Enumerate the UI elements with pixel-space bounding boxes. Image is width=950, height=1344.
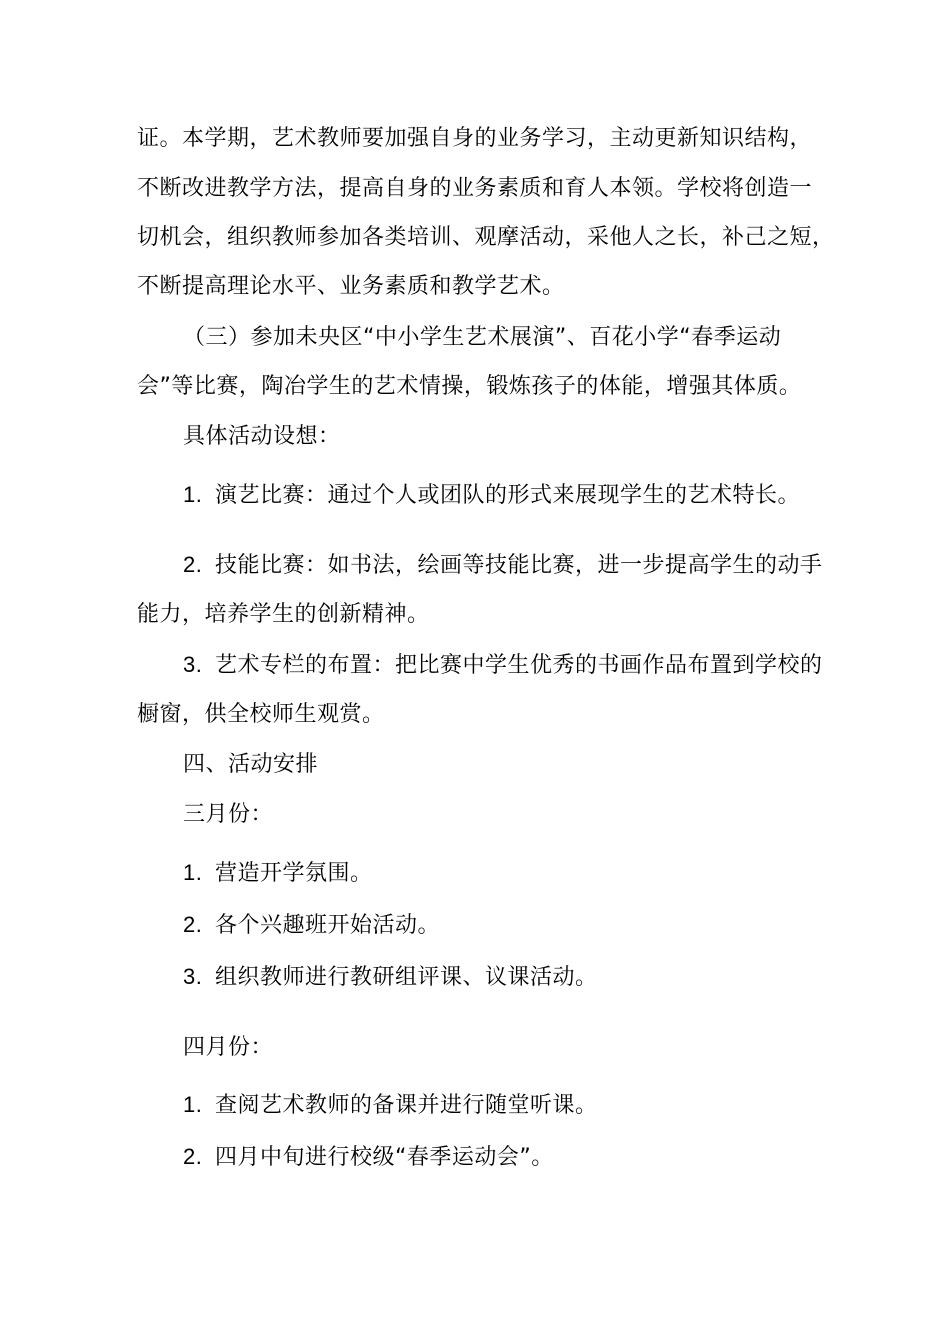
list-item-continuation: 橱窗，供全校师生观赏。	[137, 702, 385, 727]
list-item	[183, 1090, 598, 1121]
paragraph-line: 切机会，组织教师参加各类培训、观摩活动，采他人之长，补己之短，	[137, 225, 835, 250]
activities-heading: 具体活动设想：	[183, 424, 341, 449]
list-number: 3.	[183, 652, 203, 677]
paragraph-line: 证。本学期，艺术教师要加强自身的业务学习，主动更新知识结构，	[137, 126, 813, 151]
list-item-continuation: 能力，培养学生的创新精神。	[137, 602, 430, 627]
list-item-text: 演艺比赛：通过个人或团队的形式来展现学生的艺术特长。	[215, 483, 801, 508]
list-number: 2.	[183, 1144, 203, 1169]
list-item	[183, 962, 598, 993]
month-heading: 四月份：	[183, 1035, 274, 1060]
list-item-text: 营造开学氛围。	[215, 861, 373, 886]
list-item	[183, 650, 823, 681]
list-number: 1.	[183, 860, 203, 885]
list-number: 2.	[183, 912, 203, 937]
list-item	[183, 550, 823, 581]
paragraph-line: （三）参加未央区“中小学生艺术展演”、百花小学“春季运动	[183, 325, 782, 350]
list-item	[183, 1142, 554, 1173]
list-item-text: 组织教师进行教研组评课、议课活动。	[215, 965, 598, 990]
list-number: 1.	[183, 482, 203, 507]
paragraph-line: 不断改进教学方法，提高自身的业务素质和育人本领。学校将创造一	[137, 176, 813, 201]
list-item	[183, 480, 800, 511]
list-item	[183, 858, 373, 889]
month-heading: 三月份：	[183, 802, 274, 827]
list-item-text: 艺术专栏的布置：把比赛中学生优秀的书画作品布置到学校的	[215, 653, 823, 678]
list-item-text: 各个兴趣班开始活动。	[215, 913, 441, 938]
list-number: 2.	[183, 552, 203, 577]
list-item-text: 四月中旬进行校级“春季运动会”。	[215, 1145, 554, 1170]
list-item-text: 技能比赛：如书法，绘画等技能比赛，进一步提高学生的动手	[215, 553, 823, 578]
section-heading: 四、活动安排	[183, 752, 319, 777]
paragraph-line: 不断提高理论水平、业务素质和教学艺术。	[137, 274, 565, 299]
paragraph-line: 会”等比赛，陶冶学生的艺术情操，锻炼孩子的体能，增强其体质。	[137, 374, 802, 399]
list-item-text: 查阅艺术教师的备课并进行随堂听课。	[215, 1093, 598, 1118]
list-number: 1.	[183, 1092, 203, 1117]
list-number: 3.	[183, 964, 203, 989]
list-item	[183, 910, 440, 941]
